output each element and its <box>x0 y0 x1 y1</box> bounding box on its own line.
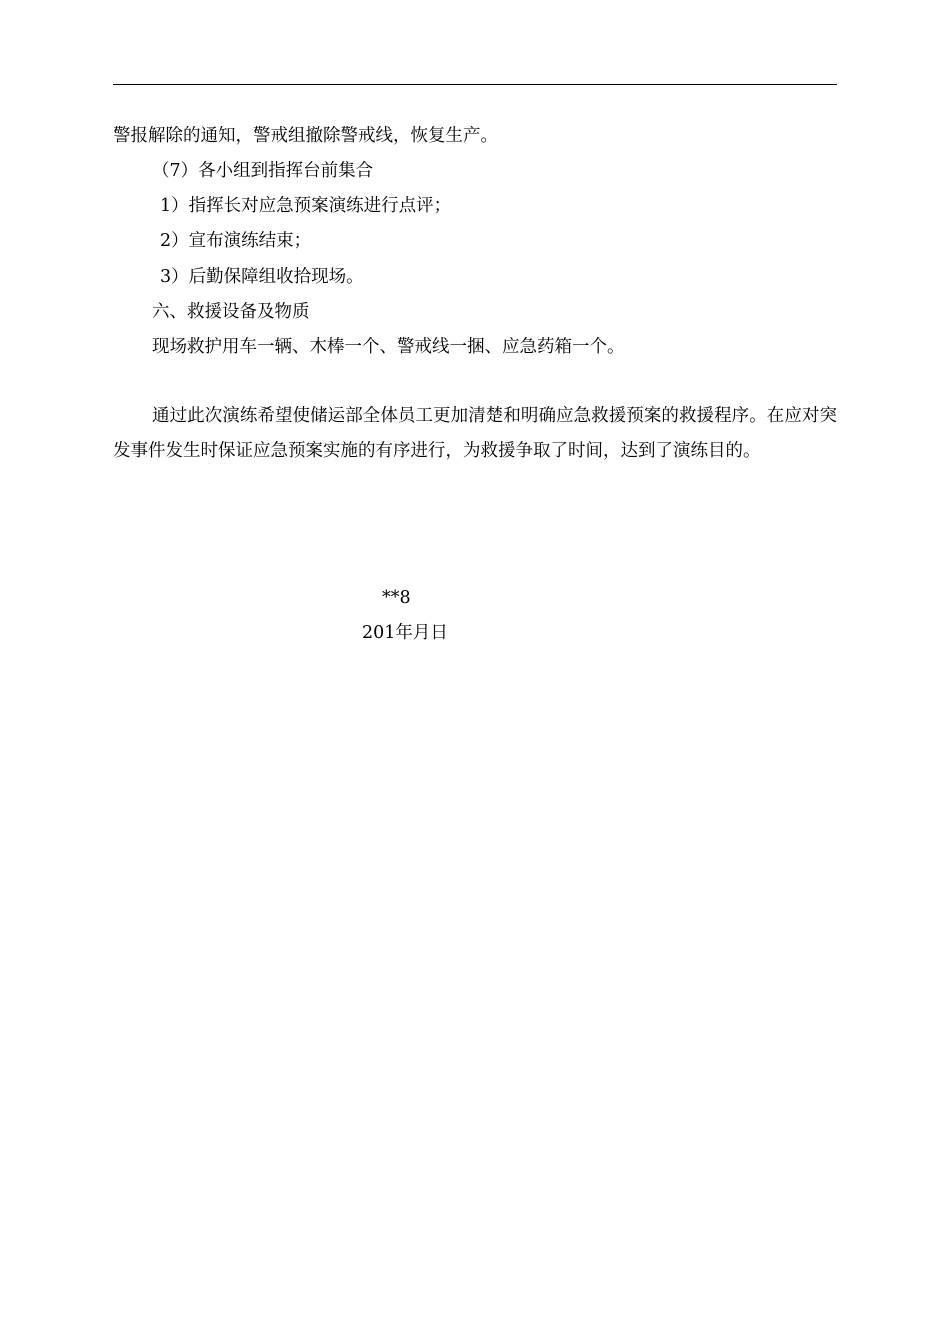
summary-paragraph: 通过此次演练希望使储运部全体员工更加清楚和明确应急救援预案的救援程序。在应对突发事件发生时保证应急预案实施的有序进行，为救援争取了时间，达到了演练目的。 <box>113 406 837 461</box>
text-line-substep-1: 1）指挥长对应急预案演练进行点评； <box>160 196 452 216</box>
text-line-substep-2: 2）宣布演练结束； <box>160 231 312 251</box>
text-line-equipment-list: 现场救护用车一辆、木棒一个、警戒线一捆、应急药箱一个。 <box>152 337 625 357</box>
text-line-substep-3: 3）后勤保障组收拾现场。 <box>160 267 364 287</box>
header-rule <box>113 84 837 85</box>
signature-org: **8 <box>382 588 411 608</box>
signature-date: 201年月日 <box>362 623 448 643</box>
text-line-alarm-cleared: 警报解除的通知，警戒组撤除警戒线，恢复生产。 <box>113 126 498 146</box>
section-heading-equipment: 六、救援设备及物质 <box>152 302 310 322</box>
text-line-step-7: （7）各小组到指挥台前集合 <box>152 161 374 181</box>
